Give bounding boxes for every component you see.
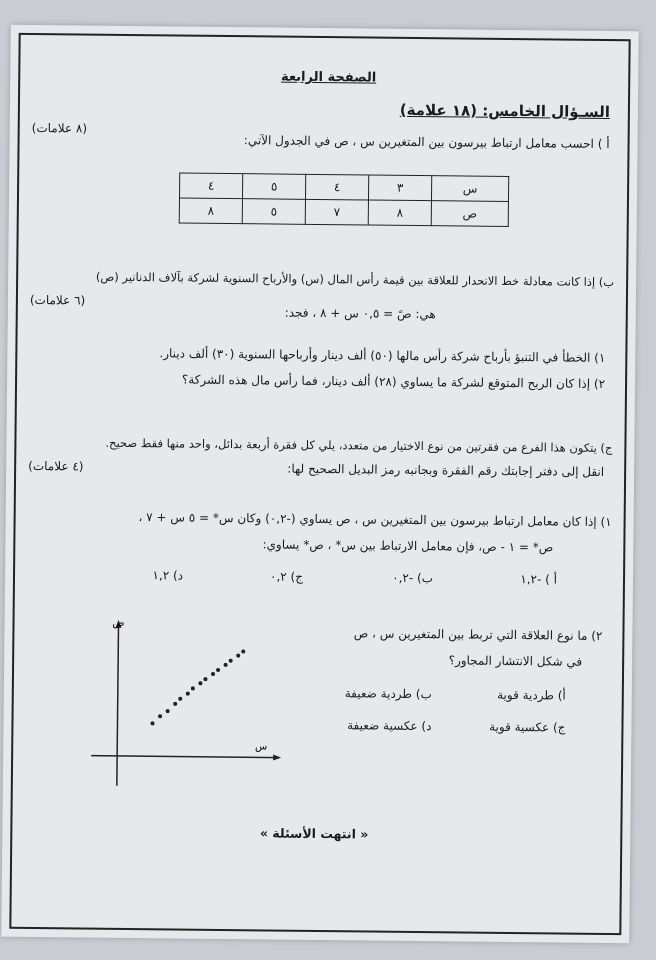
c-q2-line2: في شكل الانتشار المجاور؟ <box>448 653 583 669</box>
scatter-point <box>173 702 177 706</box>
table-cell: ٥ <box>242 199 305 225</box>
y-axis <box>117 624 119 786</box>
scatter-point <box>236 654 240 658</box>
part-b-marks: (٦ علامات) <box>29 292 86 308</box>
exam-sheet <box>1 25 639 944</box>
c-q2-option-a: أ) طردية قوية <box>497 687 566 703</box>
part-c-marks: (٤ علامات) <box>28 458 84 474</box>
part-b-item1: ١) الخطأ في التنبؤ بأرباح شركة رأس مالها (٥٠) ألف دينار وأرباحها السنوية (٣٠) ألف دينار. <box>159 346 606 365</box>
option-letter: أ <box>562 688 566 703</box>
x-axis-arrow <box>273 755 281 761</box>
scatter-point <box>166 709 170 713</box>
scatter-point <box>224 663 228 667</box>
part-c-line1: ج) يتكون هذا الفرع من فقرتين من نوع الاختيار من متعدد، يلي كل فقرة أربعة بدائل، واحد منها فقط صحيح. <box>105 435 613 456</box>
question-title: السـؤال الخامس: (١٨ علامة) <box>399 100 611 122</box>
scatter-point <box>211 672 215 676</box>
c-q2-option-b: ب) طردية ضعيفة <box>344 686 432 702</box>
table-cell: ٤ <box>305 174 368 200</box>
c-q2-option-c: ج) عكسية قوية <box>489 719 566 735</box>
part-b-line2: هي: صً = ٠,٥ س + ٨ ، فجد: <box>284 305 436 322</box>
c-q1-line2: ص* = ١ - ص، فإن معامل الارتباط بين س* ، ص* يساوي: <box>262 537 554 555</box>
table-cell: ٨ <box>368 200 431 226</box>
option-label: طردية قوية <box>497 687 555 703</box>
c-q2-line1: ٢) ما نوع العلاقة التي تربط بين المتغيرين س ، ص <box>353 626 603 643</box>
scatter-point <box>229 659 233 663</box>
data-table <box>179 173 510 227</box>
scatter-chart <box>81 616 283 788</box>
table-cell: ٣ <box>368 175 431 201</box>
c-q2-option-d: د) عكسية ضعيفة <box>347 718 432 734</box>
x-axis-label: س <box>254 741 268 753</box>
scatter-point <box>178 697 182 701</box>
table-cell: ٤ <box>179 173 242 199</box>
option-label: عكسية ضعيفة <box>347 718 418 734</box>
c-q1-option-d: د) ١,٢ <box>152 568 184 583</box>
table-cell: س <box>431 176 508 202</box>
c-q1-option-b: ب) -٠,٢ <box>392 570 434 586</box>
option-letter: ب <box>420 687 432 702</box>
table-cell: ص <box>431 201 508 227</box>
x-axis <box>91 756 277 758</box>
scatter-point <box>150 721 154 725</box>
y-axis-label: ص <box>112 617 125 629</box>
c-q1-line1: ١) إذا كان معامل ارتباط بيرسون بين المتغيرين س ، ص يساوي (-٠,٢) وكان س* = ٥ س + ٧ ، <box>138 510 612 530</box>
table-cell: ٥ <box>242 174 305 200</box>
table-row <box>179 173 508 201</box>
scatter-point <box>216 668 220 672</box>
scatter-point <box>203 677 207 681</box>
part-a-text: أ ) احسب معامل ارتباط بيرسون بين المتغيرين س ، ص في الجدول الآتي: <box>243 133 610 152</box>
scatter-point <box>158 714 162 718</box>
c-q1-option-a: أ ) -١,٢ <box>520 572 558 587</box>
page-frame <box>9 33 630 935</box>
scatter-point <box>191 686 195 690</box>
option-letter: د <box>426 719 432 734</box>
scatter-point <box>198 681 202 685</box>
part-b-line1: ب) إذا كانت معادلة خط الانحدار للعلاقة بين قيمة رأس المال (س) والأرباح السنوية لشركة بآلاف الدنانير (ص) <box>95 269 615 290</box>
page-title: الصفحة الرابعة <box>280 69 377 86</box>
option-letter: ج <box>557 720 566 735</box>
c-q1-option-c: ج) ٠,٢ <box>269 569 304 584</box>
data-points <box>150 648 245 726</box>
part-a-marks: (٨ علامات) <box>31 120 88 136</box>
option-label: عكسية قوية <box>489 719 550 735</box>
part-b-item2: ٢) إذا كان الربح المتوقع لشركة ما يساوي (٢٨) ألف دينار، فما رأس مال هذه الشركة؟ <box>181 372 606 391</box>
table-cell: ٨ <box>179 198 242 224</box>
table-cell: ٧ <box>305 199 368 225</box>
footer-end: « انتهت الأسئلة » <box>259 825 369 842</box>
scatter-point <box>186 692 190 696</box>
scatter-point <box>241 649 245 653</box>
option-label: طردية ضعيفة <box>344 686 413 701</box>
part-c-line2: انقل إلى دفتر إجابتك رقم الفقرة وبجانبه رمز البديل الصحيح لها: <box>287 461 605 479</box>
table-row <box>179 198 508 226</box>
